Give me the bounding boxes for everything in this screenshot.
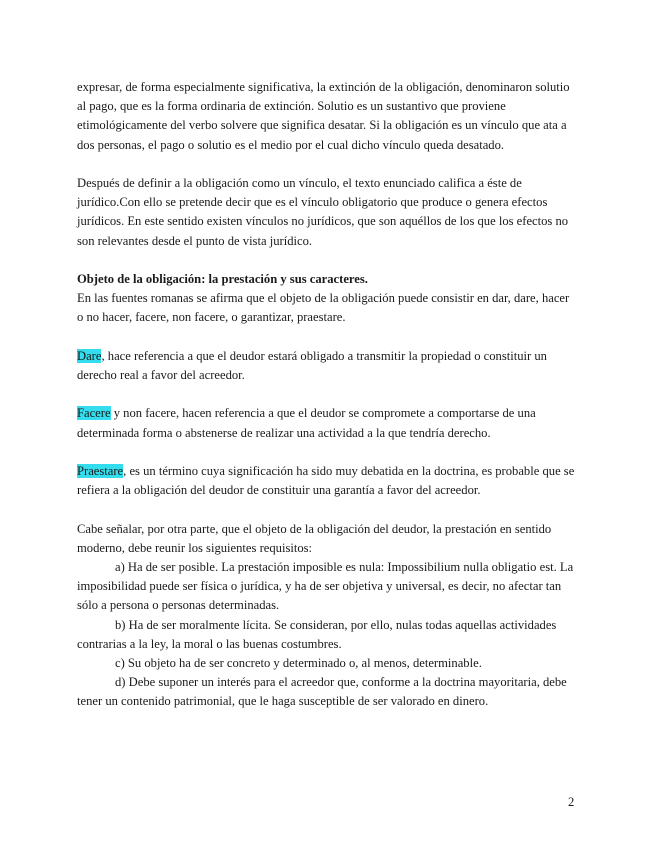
requirement-b: b) Ha de ser moralmente lícita. Se consideran, por ello, nulas todas aquellas actividades: [115, 617, 557, 632]
paragraph-dare-text: , hace referencia a que el deudor estará obligado a transmitir la propiedad o constituir un derecho real a favor del acreedor.: [77, 348, 547, 382]
paragraph-requisitos: Cabe señalar, por otra parte, que el objeto de la obligación del deudor, la prestación en sentido moderno, debe reunir los siguientes requisitos:: [77, 521, 552, 555]
paragraph-facere-text: y non facere, hacen referencia a que el deudor se compromete a comportarse de una determinada forma o abstenerse de realizar una actividad a la que tendría derecho.: [77, 406, 536, 440]
document-body: [77, 78, 577, 712]
highlight-dare: Dare: [77, 348, 102, 363]
paragraph-fuentes-romanas: En las fuentes romanas se afirma que el objeto de la obligación puede consistir en dar, dare, hacer o no hacer, facere, non facere, o garantizar, praestare.: [77, 291, 570, 325]
paragraph-facere: [77, 404, 577, 442]
section-heading: Objeto de la obligación: la prestación y sus caracteres.: [77, 272, 368, 286]
requirement-d: d) Debe suponer un interés para el acreedor que, conforme a la doctrina mayoritaria, debe tener un contenido patrimonial, que le haga susceptible de ser valorado en dinero.: [77, 675, 567, 709]
paragraph-dare: [77, 347, 577, 385]
highlight-facere: Facere: [77, 406, 111, 421]
requirement-b-continuation: contrarias a la ley, la moral o las buenas costumbres.: [77, 636, 342, 651]
requirement-c: c) Su objeto ha de ser concreto y determinado o, al menos, determinable.: [115, 656, 482, 670]
paragraph-vinculo-juridico: Después de definir a la obligación como un vínculo, el texto enunciado califica a éste de jurídico.Con ello se pretende decir que es el vínculo obligatorio que produce o genera efectos jurídicos. En este sentido existen vínculos no jurídicos, que son aquéllos de los que los efectos no son relevantes desde el punto de vista jurídico.: [77, 176, 569, 248]
paragraph-praestare: [77, 462, 577, 500]
page-number: 2: [568, 795, 575, 809]
requirement-a: a) Ha de ser posible. La prestación imposible es nula: Impossibilium nulla obligatio est. La imposibilidad puede ser física o jurídica, y ha de ser objetiva y universal, es decir, no afectar tan sólo a persona o personas determinadas.: [77, 559, 574, 613]
paragraph-solutio: expresar, de forma especialmente significativa, la extinción de la obligación, denominaron solutio al pago, que es la forma ordinaria de extinción. Solutio es un sustantivo que proviene etimológicamente del verbo solvere que significa desatar. Si la obligación es un vínculo que ata a dos personas, el pago o solutio es el medio por el cual dicho vínculo queda desatado.: [77, 80, 570, 152]
highlight-praestare: Praestare: [77, 463, 124, 478]
paragraph-praestare-text: , es un término cuya significación ha sido muy debatida en la doctrina, es probable que se refiera a la obligación del deudor de constituir una garantía a favor del acreedor.: [77, 463, 575, 498]
